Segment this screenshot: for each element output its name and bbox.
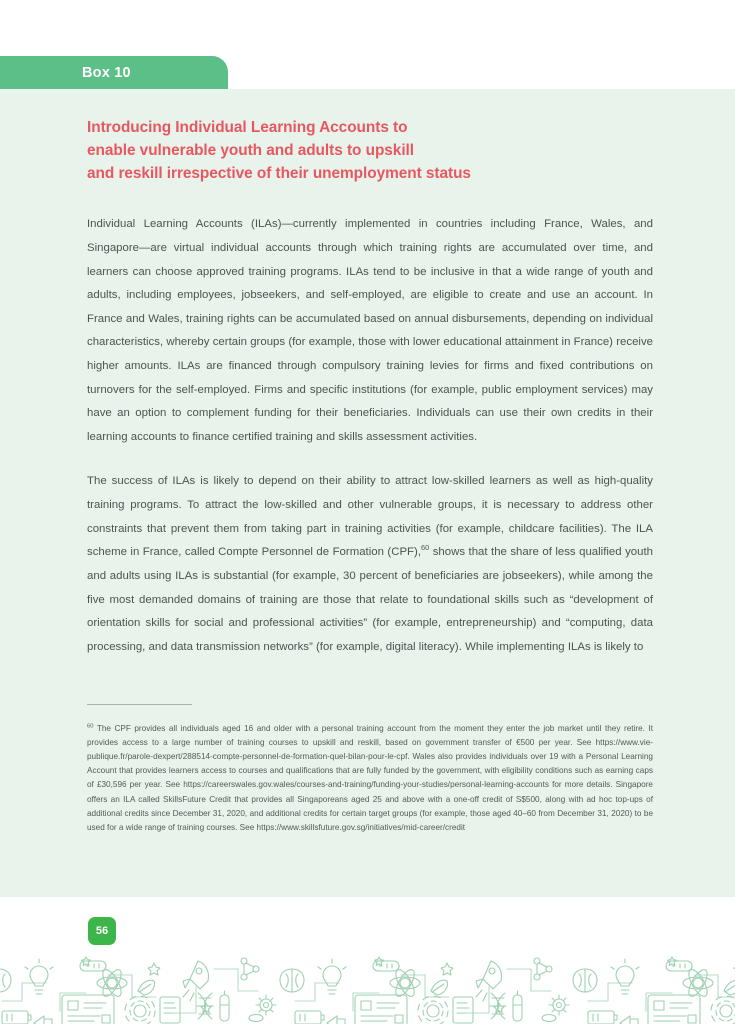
- box-tab: [0, 56, 228, 89]
- footnote-block: [87, 704, 653, 835]
- page-number-badge: [88, 917, 116, 945]
- body-paragraph-2: [87, 449, 653, 659]
- footnote-marker-60: 60: [87, 723, 94, 730]
- box-title-line-2: enable vulnerable youth and adults to upskill: [87, 141, 414, 159]
- page-number-value: 56: [95, 925, 109, 937]
- footer-decoration-band: [0, 953, 735, 1024]
- paragraph-2-text-b: shows that the share of less qualified youth and adults using ILAs is substantial (for example, 30 percent of beneficiaries are jobseekers), while among the five most demanded domains of training are those that relate to foundational skills such as “development of orientation skills for social and professional activities” (for example, entrepreneurship) and “computing, data processing, and data transmission networks” (for example, digital literacy). While implementing ILAs is likely to: [87, 546, 653, 653]
- footnote-separator-rule: [87, 704, 192, 705]
- box-tab-label: Box 10: [82, 64, 131, 81]
- footnote-body: The CPF provides all individuals aged 16 and older with a personal training account from the moment they enter the job market until they retire. It provides access to a large number of training courses to upskill and reskill, based on government transfer of €500 per year. See https://www.vie-publique.fr/parole-dexpert/288514-compte-personnel-de-formation-quel-bilan-pour-le-cpf. Wales also provides individuals over 19 with a Personal Learning Account that provides learners access to courses and qualifications that are fully funded by the government, with eligibility conditions such as earning caps of £30,596 per year. See https://careerswales.gov.wales/courses-and-training/funding-your-studies/personal-learning-accounts for more details. Singapore offers an ILA called SkillsFuture Credit that provides all Singaporeans aged 25 and above with a one-off credit of S$500, along with ad hoc top-ups of additional credits since December 31, 2020, and additional credits for certain target groups (for example, those aged 40–60 from December 31, 2020) to be used for a wide range of training courses. See https://www.skillsfuture.gov.sg/initiatives/mid-career/credit: [87, 724, 653, 832]
- footnote-text: [87, 722, 653, 835]
- footnote-reference-60[interactable]: 60: [421, 543, 430, 553]
- box-title: [87, 89, 653, 185]
- box-title-line-1: Introducing Individual Learning Accounts to: [87, 119, 408, 136]
- box-body: [0, 89, 735, 897]
- box-title-line-3: and reskill irrespective of their unemployment status: [87, 164, 471, 182]
- box-content: [87, 89, 653, 659]
- paragraph-2-text-a: The success of ILAs is likely to depend on their ability to attract low-skilled learners as well as high-quality training programs. To attract the low-skilled and other vulnerable groups, it is necessary to address other constraints that prevent them from taking part in training activities (for example, childcare facilities). The ILA scheme in France, called Compte Personnel de Formation (CPF),: [87, 475, 653, 559]
- footer-pattern-svg: [0, 953, 735, 1024]
- body-paragraph-1: Individual Learning Accounts (ILAs)—currently implemented in countries including France, Wales, and Singapore—are virtual individual accounts through which training rights are accumulated over time, and learners can choose approved training programs. ILAs tend to be inclusive in that a wide range of youth and adults, including employees, jobseekers, and self-employed, are eligible to create and use an account. In France and Wales, training rights can be accumulated based on annual disbursements, depending on individual characteristics, whereby certain groups (for example, those with lower educational attainment in France) receive higher amounts. ILAs are financed through compulsory training levies for firms and fixed contributions on turnovers for the self-employed. Firms and specific institutions (for example, public employment services) may have an option to complement funding for their beneficiaries. Individuals can use their own credits in their learning accounts to finance certified training and skills assessment activities.: [87, 218, 653, 443]
